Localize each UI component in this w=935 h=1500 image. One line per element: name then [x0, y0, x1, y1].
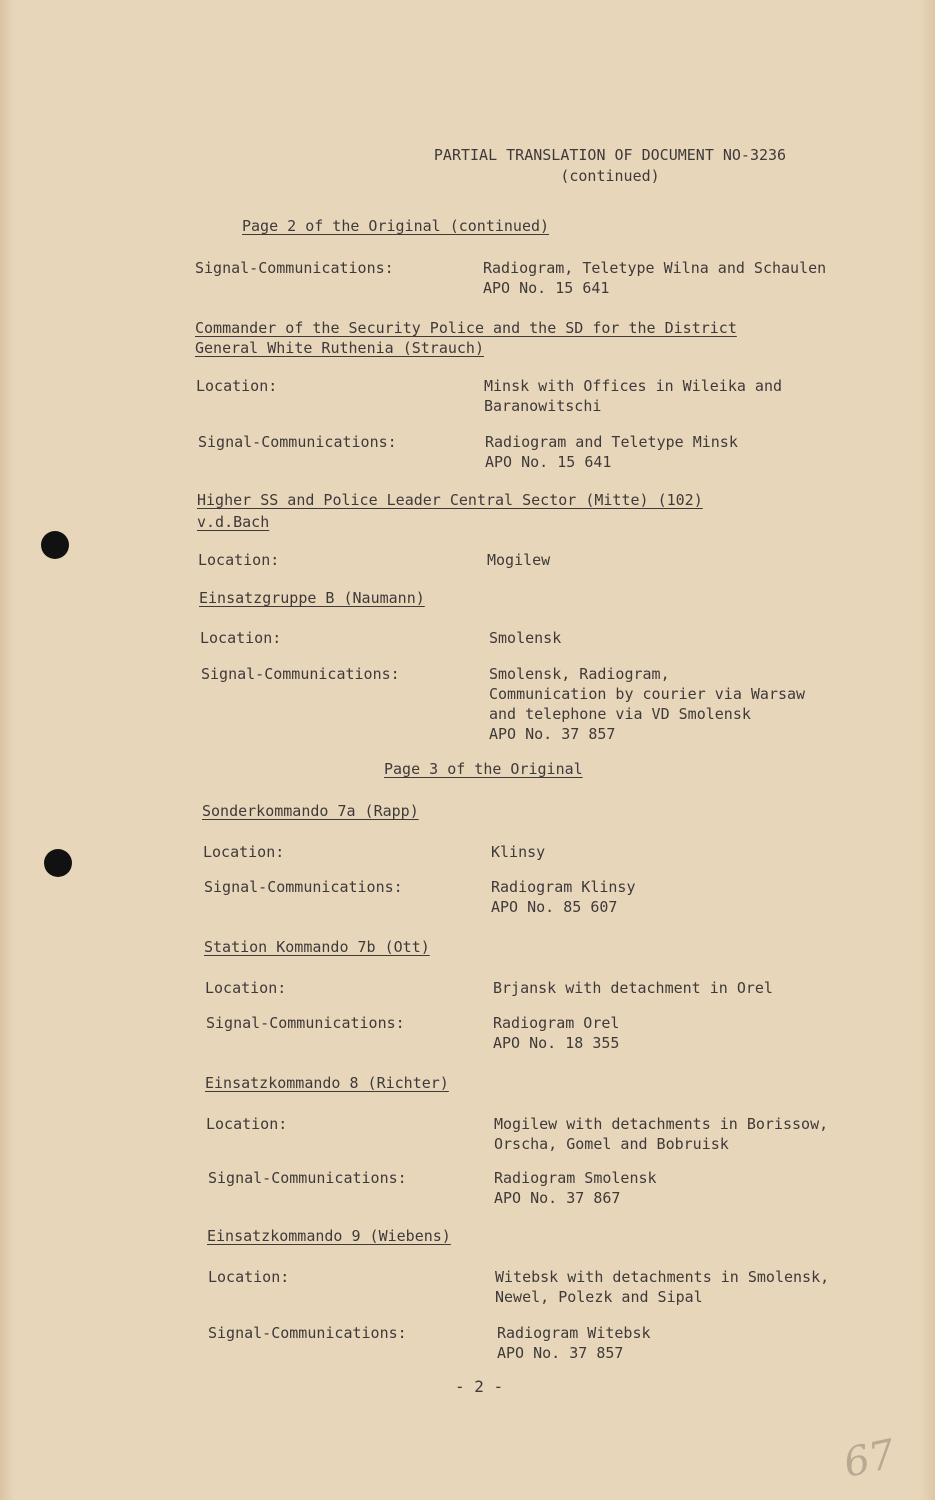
document-header — [410, 145, 810, 187]
entry-heading: Einsatzkommando 8 (Richter) — [205, 1074, 449, 1092]
field-label: Location: — [200, 629, 282, 647]
entry-heading: Commander of the Security Police and the SD for the District — [195, 319, 737, 337]
field-label: Signal-Communications: — [198, 433, 397, 451]
pencil-annotation: 67 — [839, 1431, 900, 1487]
field-value: APO No. 18 355 — [493, 1034, 620, 1052]
section-heading: Page 3 of the Original — [384, 760, 583, 778]
field-value: Mogilew with detachments in Borissow, — [494, 1115, 829, 1133]
field-value: Radiogram Witebsk — [497, 1324, 651, 1342]
field-label: Signal-Communications: — [204, 878, 403, 896]
field-label: Location: — [205, 979, 287, 997]
entry-heading: Einsatzkommando 9 (Wiebens) — [207, 1227, 451, 1245]
field-value: APO No. 37 857 — [497, 1344, 624, 1362]
field-value: Radiogram Smolensk — [494, 1169, 657, 1187]
field-value: Newel, Polezk and Sipal — [495, 1288, 703, 1306]
field-value: and telephone via VD Smolensk — [489, 705, 751, 723]
field-value: Brjansk with detachment in Orel — [493, 979, 773, 997]
field-value: Mogilew — [487, 551, 551, 569]
punch-hole — [41, 531, 69, 559]
page-number: - 2 - — [455, 1377, 504, 1396]
punch-hole — [44, 849, 72, 877]
section-heading: Page 2 of the Original (continued) — [242, 217, 550, 235]
field-label: Signal-Communications: — [206, 1014, 405, 1032]
field-label: Location: — [203, 843, 285, 861]
field-value: Radiogram and Teletype Minsk — [485, 433, 738, 451]
field-label: Signal-Communications: — [195, 259, 394, 277]
field-value: Smolensk — [489, 629, 562, 647]
field-value: Radiogram, Teletype Wilna and Schaulen — [483, 259, 827, 277]
field-value: Witebsk with detachments in Smolensk, — [495, 1268, 830, 1286]
field-value: Communication by courier via Warsaw — [489, 685, 806, 703]
field-value: APO No. 37 867 — [494, 1189, 621, 1207]
document-subtitle: (continued) — [560, 167, 660, 185]
field-value: Klinsy — [491, 843, 546, 861]
entry-heading: Sonderkommando 7a (Rapp) — [202, 802, 419, 820]
field-value: Radiogram Klinsy — [491, 878, 636, 896]
field-value: Orscha, Gomel and Bobruisk — [494, 1135, 729, 1153]
field-label: Location: — [208, 1268, 290, 1286]
field-label: Signal-Communications: — [201, 665, 400, 683]
field-value: Baranowitschi — [484, 397, 602, 415]
entry-heading: General White Ruthenia (Strauch) — [195, 339, 484, 357]
field-value: APO No. 37 857 — [489, 725, 616, 743]
field-value: Radiogram Orel — [493, 1014, 620, 1032]
field-label: Location: — [206, 1115, 288, 1133]
field-value: APO No. 85 607 — [491, 898, 618, 916]
field-label: Location: — [198, 551, 280, 569]
document-title: PARTIAL TRANSLATION OF DOCUMENT NO-3236 — [433, 146, 787, 164]
field-value: Smolensk, Radiogram, — [489, 665, 670, 683]
entry-heading: Higher SS and Police Leader Central Sector (Mitte) (102) — [197, 491, 703, 509]
entry-heading: Einsatzgruppe B (Naumann) — [199, 589, 425, 607]
field-value: APO No. 15 641 — [483, 279, 610, 297]
field-value: APO No. 15 641 — [485, 453, 612, 471]
field-label: Signal-Communications: — [208, 1169, 407, 1187]
entry-heading: Station Kommando 7b (Ott) — [204, 938, 430, 956]
field-label: Location: — [196, 377, 278, 395]
field-value: Minsk with Offices in Wileika and — [484, 377, 783, 395]
entry-heading: v.d.Bach — [197, 513, 270, 531]
field-label: Signal-Communications: — [208, 1324, 407, 1342]
